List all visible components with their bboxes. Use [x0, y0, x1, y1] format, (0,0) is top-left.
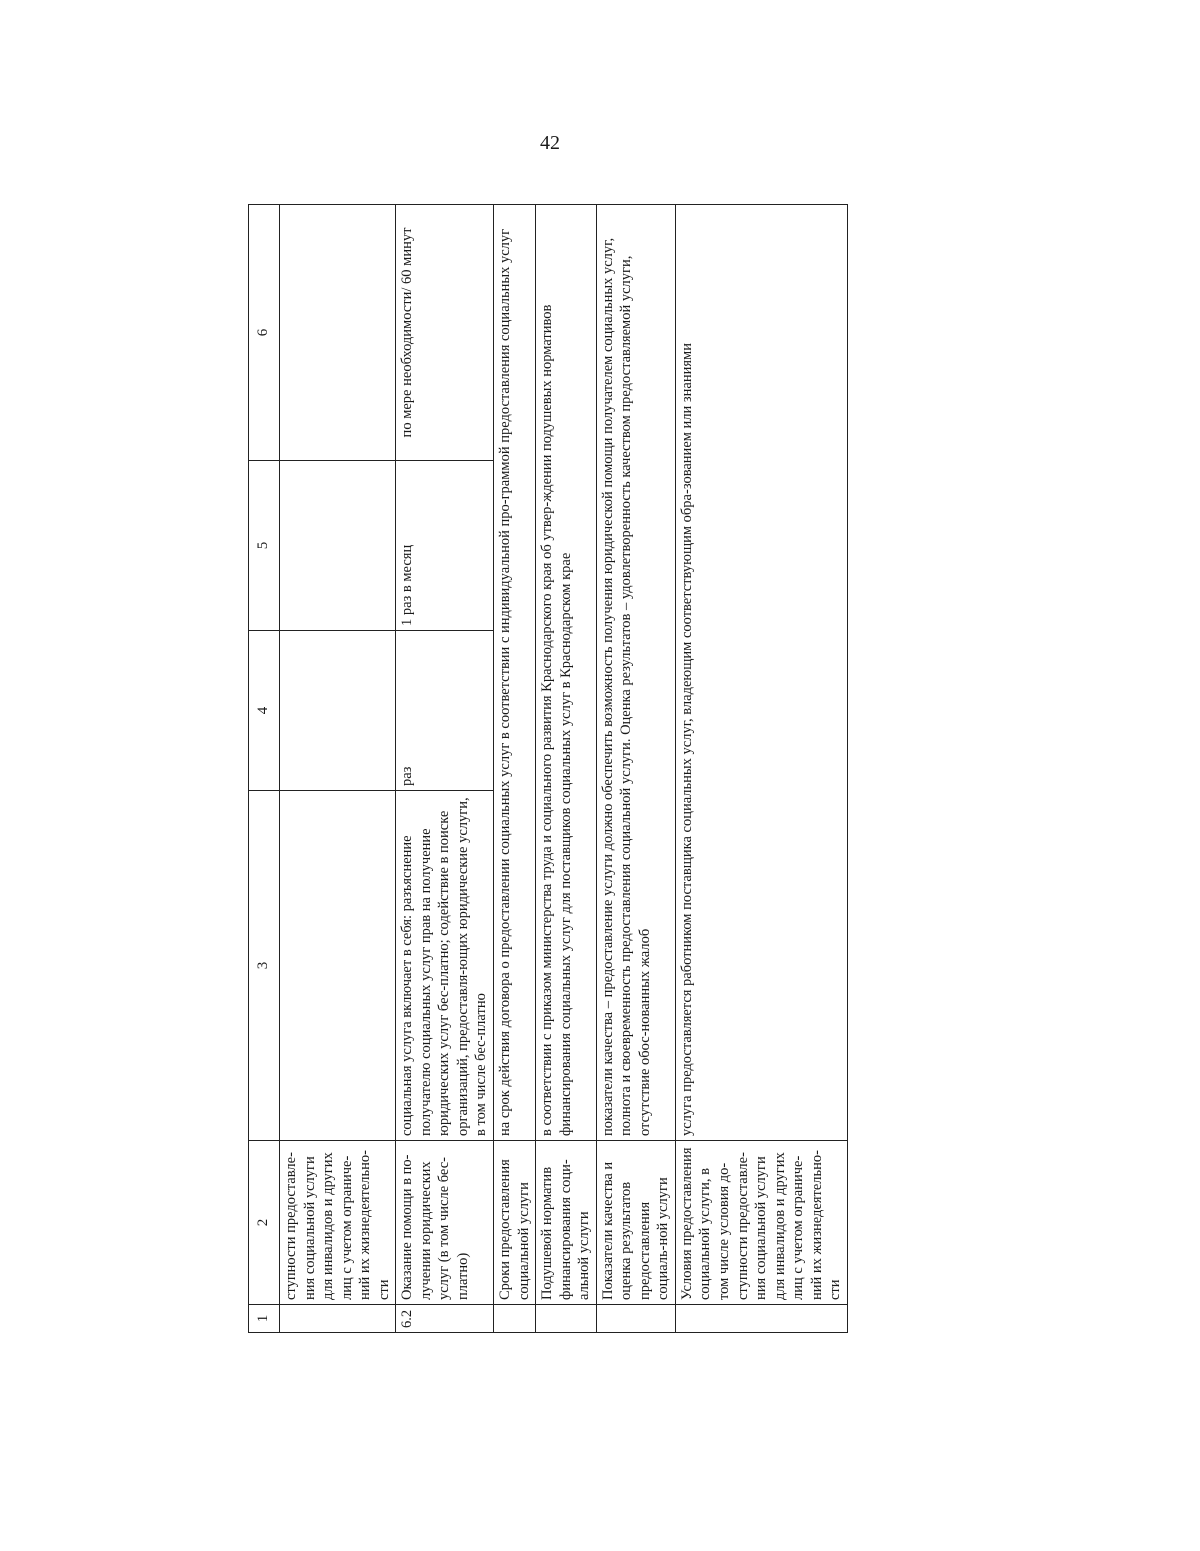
service-frequency: 1 раз в месяц — [396, 461, 494, 631]
service-duration: по мере необходимости/ 60 минут — [396, 205, 494, 461]
detail-row-conditions-text: услуга предоставляется работником поставщика социальных услуг, владеющим соответствующим обра-зованием или знаниями — [675, 205, 847, 1141]
column-header-row — [249, 205, 280, 1333]
column-header-4: 4 — [249, 631, 280, 791]
detail-row-terms-num — [494, 1305, 536, 1333]
table-rotated-content — [248, 205, 980, 1333]
continuation-cell-3 — [280, 791, 396, 1141]
detail-row-terms-label: Сроки предоставления социальной услуги — [494, 1141, 536, 1305]
detail-row-conditions — [675, 205, 847, 1333]
detail-row-quality-num — [596, 1305, 675, 1333]
service-table — [248, 204, 848, 1333]
service-name: Оказание помощи в по-лучении юридических услуг (в том числе бес-платно) — [396, 1141, 494, 1305]
column-header-3: 3 — [249, 791, 280, 1141]
column-header-6: 6 — [249, 205, 280, 461]
rotated-table-frame — [248, 205, 980, 1333]
service-row — [396, 205, 494, 1333]
detail-row-quality-label: Показатели качества и оценка результатов предоставления социаль-ной услуги — [596, 1141, 675, 1305]
detail-row-quality-text: показатели качества – предоставление услуги должно обеспечить возможность получения юридической помощи получателем социальных услуг, полнота и своевременность предоставления социальной услуги. Оценка результатов – удовлетворенность качеством предоставляемой услуги, отсутствие обос-нованных жалоб — [596, 205, 675, 1141]
continuation-cell-1 — [280, 1305, 396, 1333]
detail-row-conditions-num — [675, 1305, 847, 1333]
detail-row-quality — [596, 205, 675, 1333]
continuation-row — [280, 205, 396, 1333]
continuation-cell-2: ступности предоставле-ния социальной услуги для инвалидов и других лиц с учетом ограниче-ний их жизнедеятельно-сти — [280, 1141, 396, 1305]
detail-row-terms-text: на срок действия договора о предоставлении социальных услуг в соответствии с индивидуальной про-граммой предоставления социальных услуг — [494, 205, 536, 1141]
detail-row-funding-label: Подушевой норматив финансирования соци-альной услуги — [536, 1141, 597, 1305]
column-header-5: 5 — [249, 461, 280, 631]
continuation-cell-4 — [280, 631, 396, 791]
column-header-2: 2 — [249, 1141, 280, 1305]
detail-row-funding — [536, 205, 597, 1333]
page-number: 42 — [540, 132, 560, 154]
continuation-cell-6 — [280, 205, 396, 461]
continuation-cell-5 — [280, 461, 396, 631]
detail-row-terms — [494, 205, 536, 1333]
column-header-1: 1 — [249, 1305, 280, 1333]
detail-row-conditions-label: Условия предоставления социальной услуги, в том числе условия до-ступности предоставле-ния социальной услуги для инвалидов и других лиц с учетом ограниче-ний их жизнедеятельно-сти — [675, 1141, 847, 1305]
detail-row-funding-num — [536, 1305, 597, 1333]
service-unit: раз — [396, 631, 494, 791]
service-description: социальная услуга включает в себя: разъяснение получателю социальных услуг прав на получение юридических услуг бес-платно; содействие в поиске организаций, предоставля-ющих юридические услуги, в том числе бес-платно — [396, 791, 494, 1141]
service-number: 6.2 — [396, 1305, 494, 1333]
detail-row-funding-text: в соответствии с приказом министерства труда и социального развития Краснодарского края об утвер-ждении подушевых нормативов финансирования социальных услуг для поставщиков социальных услуг в Краснодарском крае — [536, 205, 597, 1141]
